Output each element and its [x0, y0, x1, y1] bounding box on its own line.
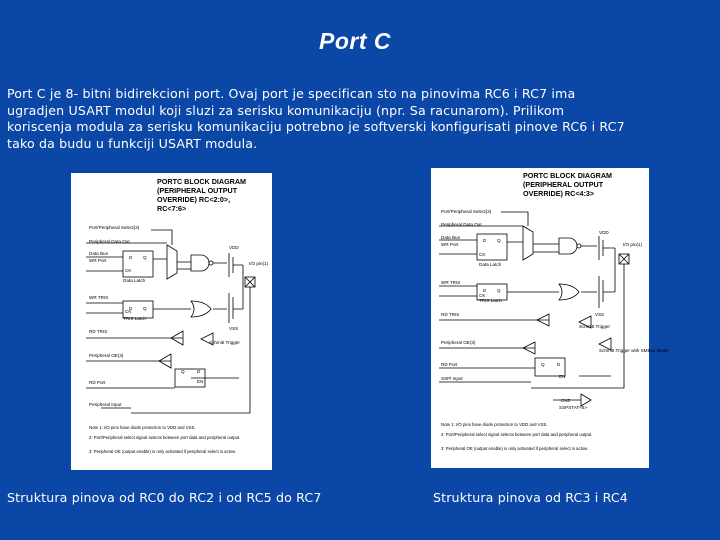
label-en: EN — [197, 379, 204, 384]
label-port-periph-select: Port/Peripheral Select(2) — [441, 209, 492, 214]
label-cke: CKE — [561, 398, 571, 403]
paragraph-line: ugradjen USART modul koji sluzi za serisku komunikaciju (npr. Sa racunarom). Prilikom — [7, 102, 565, 118]
label-sspl-input: SSPl Input — [441, 376, 463, 381]
pin-return-wire — [131, 287, 250, 413]
label-rd-tris: RD TRIS — [441, 312, 460, 317]
label-wr-tris: WR TRIS — [89, 295, 109, 300]
block-diagram-rc3-rc4 — [431, 168, 669, 468]
label-rd-tris: RD TRIS — [89, 329, 108, 334]
label-port-periph-select: Port/Peripheral Select(2) — [89, 225, 140, 230]
label-wr-port: WR Port — [441, 242, 459, 247]
gate-inversion-dot — [209, 261, 213, 265]
label-periph-data-out: Peripheral Data Out — [89, 239, 130, 244]
paragraph-line: tako da budu u funkciji USART modula. — [7, 135, 258, 151]
diagram-heading: PORTC BLOCK DIAGRAM — [157, 177, 247, 186]
label-q: Q — [497, 238, 501, 243]
description-paragraph — [7, 86, 713, 152]
label-io-pin: I/O pin(1) — [623, 242, 643, 247]
pin-return-wire — [531, 264, 624, 388]
diagram-note: 3: Peripheral OE (output enable) is only activated if peripheral select is active. — [89, 449, 237, 454]
label-periph-oe: Peripheral OE(3) — [441, 340, 476, 345]
mux-shape — [167, 245, 177, 279]
diagram-note: 3: Peripheral OE (output enable) is only activated if peripheral select is active. — [441, 446, 589, 451]
slide-title: Port C — [319, 28, 391, 54]
nand-gate — [191, 255, 209, 271]
nand-gate — [559, 238, 577, 254]
diagram-heading: (PERIPHERAL OUTPUT — [523, 180, 604, 189]
label-q: Q — [541, 362, 545, 367]
nor-gate — [559, 284, 579, 300]
diagram-heading: OVERRIDE) RC<2:0>, — [157, 195, 231, 204]
label-ck: CK — [125, 268, 132, 273]
data-latch-box — [123, 251, 153, 277]
io-pin-cross — [245, 277, 255, 287]
label-ck: CK — [479, 293, 486, 298]
label-periph-data-out: Peripheral Data Out — [441, 222, 482, 227]
label-periph-input: Peripheral Input — [89, 402, 122, 407]
output-transistors — [213, 253, 243, 323]
label-data-bus: Data Bus — [441, 235, 460, 240]
label-vdd: VDD — [229, 245, 239, 250]
diagram-note: 2: Port/Peripheral select signal selects between port data and peripheral output. — [89, 435, 241, 440]
label-q: Q — [143, 306, 147, 311]
label-data-latch: Data Latch — [123, 278, 146, 283]
label-d: D — [557, 362, 561, 367]
diagram-heading: RC<7:6> — [157, 204, 187, 213]
label-q: Q — [181, 369, 185, 374]
label-schmitt-smbus: Schmitt Trigger with SMBus levels — [599, 348, 669, 353]
label-data-bus: Data Bus — [89, 251, 108, 256]
caption-left: Struktura pinova od RC0 do RC2 i od RC5 do RC7 — [7, 490, 322, 505]
label-schmitt: Schmitt Trigger — [209, 340, 240, 345]
label-q: Q — [143, 255, 147, 260]
label-periph-oe: Peripheral OE(3) — [89, 353, 124, 358]
label-schmitt: Schmitt Trigger — [579, 324, 610, 329]
label-wr-port: WR Port — [89, 258, 107, 263]
label-ck: CK — [125, 309, 132, 314]
paragraph-line: koriscenja modula za serisku komunikaciju potrebno je softverski konfigurisati pinove RC6 i RC7 — [7, 119, 625, 135]
label-d: D — [129, 255, 133, 260]
label-q: Q — [497, 288, 501, 293]
label-en: EN — [559, 374, 566, 379]
label-vss: VSS — [595, 312, 605, 317]
label-tris-latch: TRIS Latch — [479, 298, 502, 303]
caption-right: Struktura pinova od RC3 i RC4 — [433, 490, 628, 505]
label-vdd: VDD — [599, 230, 609, 235]
label-d: D — [483, 238, 487, 243]
output-transistors — [581, 236, 615, 308]
label-data-latch: Data Latch — [479, 262, 502, 267]
label-ck: CK — [479, 252, 486, 257]
gate-inversion-dot — [577, 244, 581, 248]
diagram-note: Note 1: I/O pins have diode protection to VDD and VSS. — [89, 425, 196, 430]
diagram-note: Note 1: I/O pins have diode protection to VDD and VSS. — [441, 422, 548, 427]
wiring — [86, 230, 239, 408]
label-rd-port: RD Port — [441, 362, 458, 367]
diagram-heading: (PERIPHERAL OUTPUT — [157, 186, 238, 195]
mux-shape — [523, 226, 533, 260]
diagram-heading: PORTC BLOCK DIAGRAM — [523, 171, 613, 180]
label-sspstat: SSPSTAT<6> — [559, 405, 588, 410]
label-io-pin: I/O pin(1) — [249, 261, 269, 266]
nor-gate — [191, 301, 211, 317]
diagram-heading: OVERRIDE) RC<4:3> — [523, 189, 595, 198]
label-wr-tris: WR TRIS — [441, 280, 461, 285]
label-d: D — [129, 306, 133, 311]
label-tris-latch: TRIS Latch — [123, 316, 146, 321]
label-d: D — [197, 369, 201, 374]
label-vss: VSS — [229, 326, 239, 331]
diagram-note: 2: Port/Peripheral select signal selects between port data and peripheral output. — [441, 432, 593, 437]
io-pin-cross — [619, 254, 629, 264]
wiring — [439, 212, 611, 400]
label-d: D — [483, 288, 487, 293]
block-diagram-rc0-rc2-rc5-rc7 — [71, 173, 272, 470]
label-rd-port: RD Port — [89, 380, 106, 385]
paragraph-line: Port C je 8- bitni bidirekcioni port. Ovaj port je specifican sto na pinovima RC6 i RC7 ima — [7, 86, 576, 101]
